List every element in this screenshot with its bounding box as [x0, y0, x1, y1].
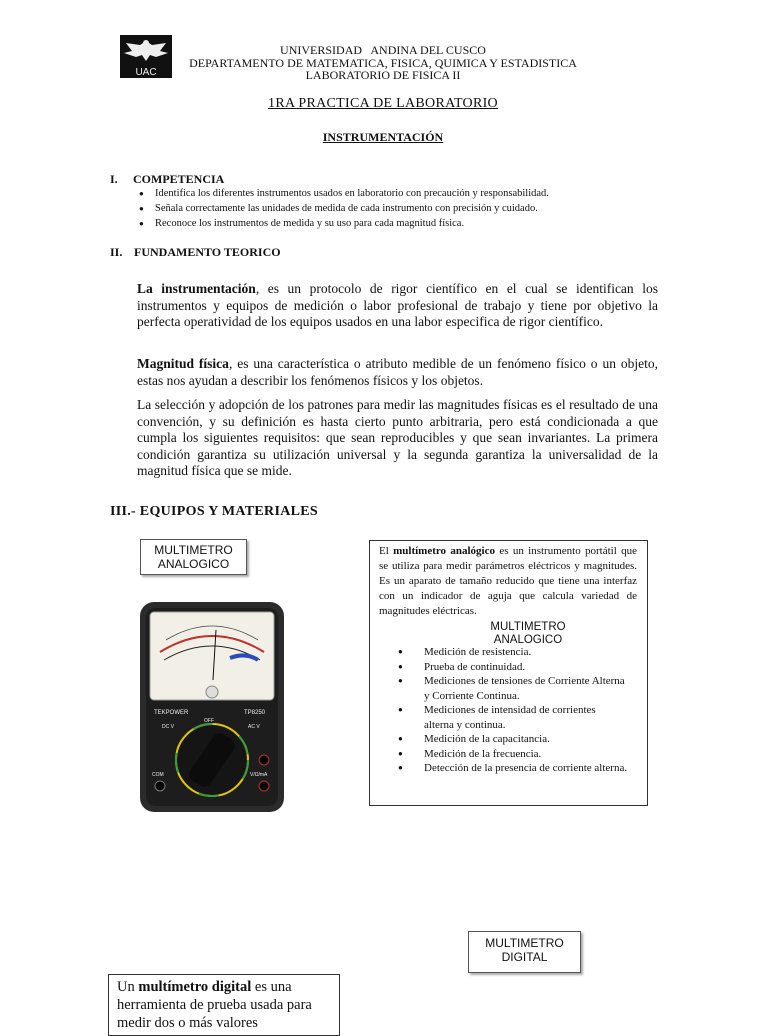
section-2-number: II. [110, 245, 123, 259]
document-subtitle: INSTRUMENTACIÓN [322, 130, 444, 144]
description-text: es un instrumento portátil que se utiliza para medir parámetros eléctricos y magnitudes. Es un aparato de tamaño reducido que tiene una interfaz con un indicador de aguja que calcula variedad de magnitudes eléctricas. [379, 545, 637, 617]
analog-multimeter-label: MULTIMETRO ANALOGICO [140, 539, 247, 575]
description-text: es una herramienta de prueba usada para medir dos o más valores [117, 979, 312, 1031]
description-text: Un [117, 979, 139, 995]
institution-header [150, 44, 616, 82]
digital-multimeter-label: MULTIMETRO DIGITAL [468, 931, 581, 973]
dial-label: OFF [204, 718, 214, 724]
list-item: ● Prueba de continuidad. [398, 660, 628, 675]
list-item: ● Señala correctamente las unidades de medida de cada instrumento con precisión y cuidado. [139, 201, 659, 216]
competencia-list [139, 186, 659, 231]
list-item: ● Mediciones de intensidad de corrientes alterna y continua. [398, 703, 628, 732]
list-item: ● Medición de resistencia. [398, 645, 628, 660]
section-3-heading: III.- EQUIPOS Y MATERIALES [110, 504, 318, 519]
list-item: ● Reconoce los instrumentos de medida y su uso para cada magnitud física. [139, 216, 659, 231]
digital-info-box [108, 974, 340, 1036]
meter-model: TP8250 [244, 710, 266, 716]
paragraph-patrones: La selección y adopción de los patrones para medir las magnitudes físicas es el resultado de una convención, y su definición es hasta cierto punto arbitraria, pero está condicionada a que cumpla los siguientes requisitos: que sean reproducibles y que sean invariantes. La primera condición garantiza su utilización universal y la segunda garantiza la universalidad de la magnitud física que se mide. [137, 397, 658, 478]
paragraph-magnitud [137, 356, 658, 389]
jack-label: V/Ω/mA [250, 772, 268, 778]
dial-label: DC V [162, 724, 174, 730]
logo-text: UAC [135, 67, 157, 78]
list-item: ● Detección de la presencia de corriente alterna. [398, 761, 628, 776]
digital-description [109, 975, 339, 1035]
jack-label: COM [152, 772, 164, 778]
list-item: ● Medición de la capacitancia. [398, 732, 628, 747]
list-item: ● Medición de la frecuencia. [398, 747, 628, 762]
header-line-department: DEPARTAMENTO DE MATEMATICA, FISICA, QUIMICA Y ESTADISTICA [189, 55, 577, 70]
paragraph-instrumentacion [137, 281, 658, 331]
term-instrumentacion: La instrumentación [137, 281, 256, 296]
header-line-university: UNIVERSIDAD ANDINA DEL CUSCO [280, 43, 486, 57]
section-2-heading [110, 245, 281, 260]
document-title: 1RA PRACTICA DE LABORATORIO [268, 96, 498, 111]
section-1-number: I. [110, 172, 118, 186]
analog-info-box [369, 540, 648, 806]
list-item: ● Identifica los diferentes instrumentos usados en laboratorio con precaución y responsabilidad. [139, 186, 659, 201]
paragraph-text: , es un protocolo de rigor científico en el cual se identifican los instrumentos y equipos de medición o labor profesional de trabajo y tiene por objetivo la perfecta operatividad de los equipos usados en una labor especifica de rigor científico. [137, 281, 658, 329]
term-multimetro-analogico: multímetro analógico [393, 545, 495, 557]
term-multimetro-digital: multímetro digital [138, 979, 252, 995]
analog-uses-list [398, 645, 628, 776]
section-2-title: FUNDAMENTO TEORICO [134, 245, 281, 259]
analog-multimeter-image [138, 600, 286, 814]
header-line-lab: LABORATORIO DE FISICA II [305, 68, 461, 82]
list-item: ● Mediciones de tensiones de Corriente Alterna y Corriente Continua. [398, 674, 628, 703]
section-1-title: COMPETENCIA [133, 172, 225, 186]
analog-description [379, 544, 637, 619]
term-magnitud: Magnitud física [137, 356, 229, 371]
analog-inner-label: MULTIMETRO ANALOGICO [490, 621, 566, 646]
description-text: El [379, 545, 394, 557]
dial-label: AC V [248, 724, 260, 730]
paragraph-text: , es una característica o atributo medible de un fenómeno físico o un objeto, estas nos ayudan a describir los fenómenos físicos y los objetos. [137, 356, 658, 388]
meter-brand: TEKPOWER [154, 710, 189, 716]
section-1-heading [110, 172, 224, 187]
